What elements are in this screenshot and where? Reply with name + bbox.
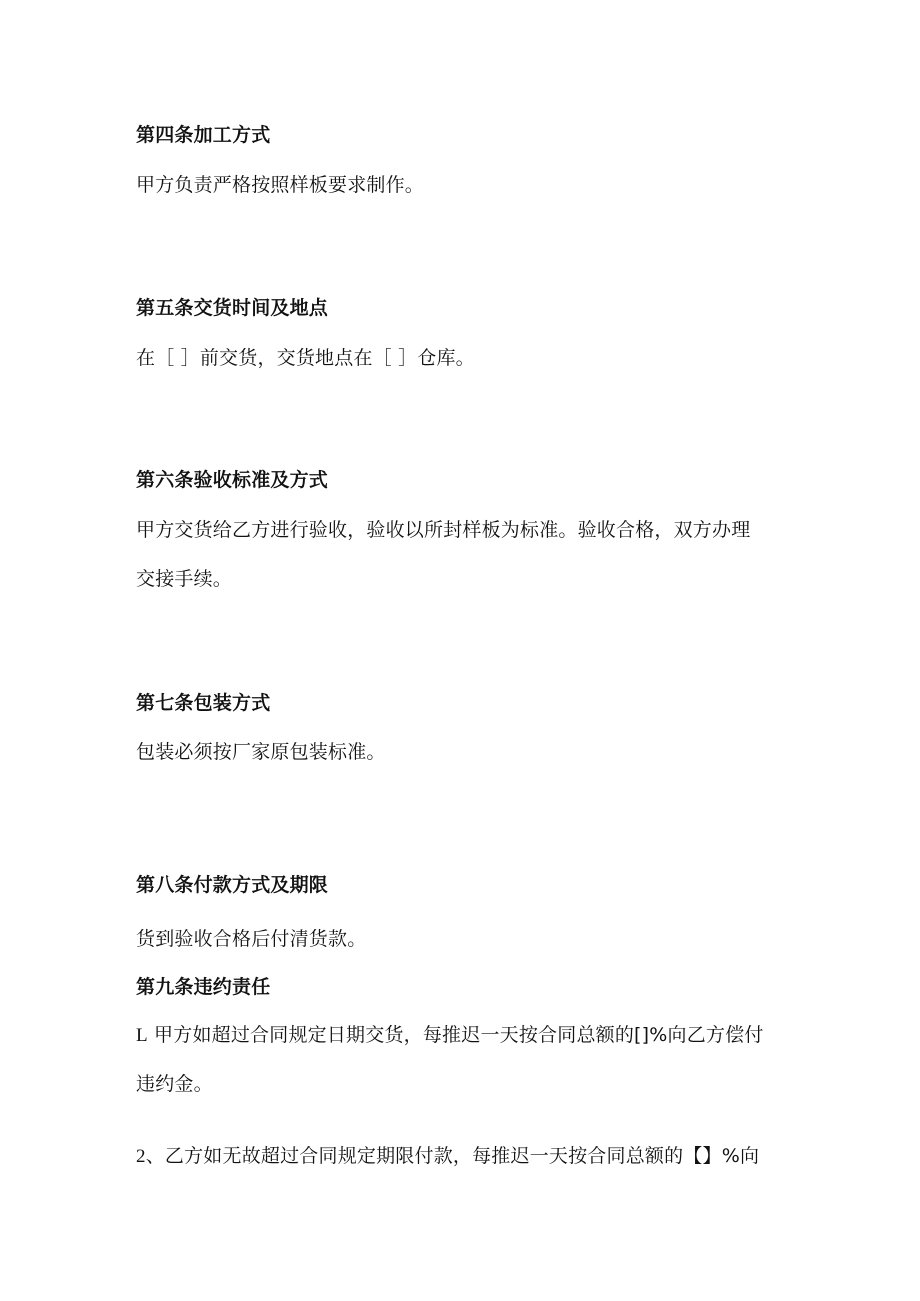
article-7-body: 包装必须按厂家原包装标准。	[136, 741, 386, 763]
article-5-heading: 第五条交货时间及地点	[136, 297, 329, 319]
article-7-heading: 第七条包装方式	[136, 692, 271, 714]
article-6-heading: 第六条验收标准及方式	[136, 469, 329, 491]
article-8-body: 货到验收合格后付清货款。	[136, 928, 367, 950]
article-9-clause-1-line-1	[136, 1022, 764, 1049]
article-6-body-line-2: 交接手续。	[136, 568, 233, 590]
article-9-clause-1-line-2: 违约金。	[136, 1073, 213, 1095]
article-4-body: 甲方负责严格按照样板要求制作。	[136, 174, 425, 196]
clause-2-number: 2	[136, 1146, 146, 1167]
article-8-heading: 第八条付款方式及期限	[136, 874, 329, 896]
article-9-heading: 第九条违约责任	[136, 976, 271, 998]
article-5-body: 在［ ］前交货，交货地点在［ ］仓库。	[136, 347, 475, 369]
article-6-body-line-1: 甲方交货给乙方进行验收，验收以所封样板为标准。验收合格，双方办理	[136, 519, 751, 541]
clause-1-number: L	[136, 1025, 148, 1046]
article-9-clause-2-line-1	[136, 1143, 759, 1170]
clause-2-text: 、乙方如无故超过合同规定期限付款，每推迟一天按合同总额的【】%向	[145, 1145, 760, 1167]
clause-1-text: 甲方如超过合同规定日期交货，每推迟一天按合同总额的[]%向乙方偿付	[147, 1024, 764, 1046]
article-4-heading: 第四条加工方式	[136, 124, 271, 146]
